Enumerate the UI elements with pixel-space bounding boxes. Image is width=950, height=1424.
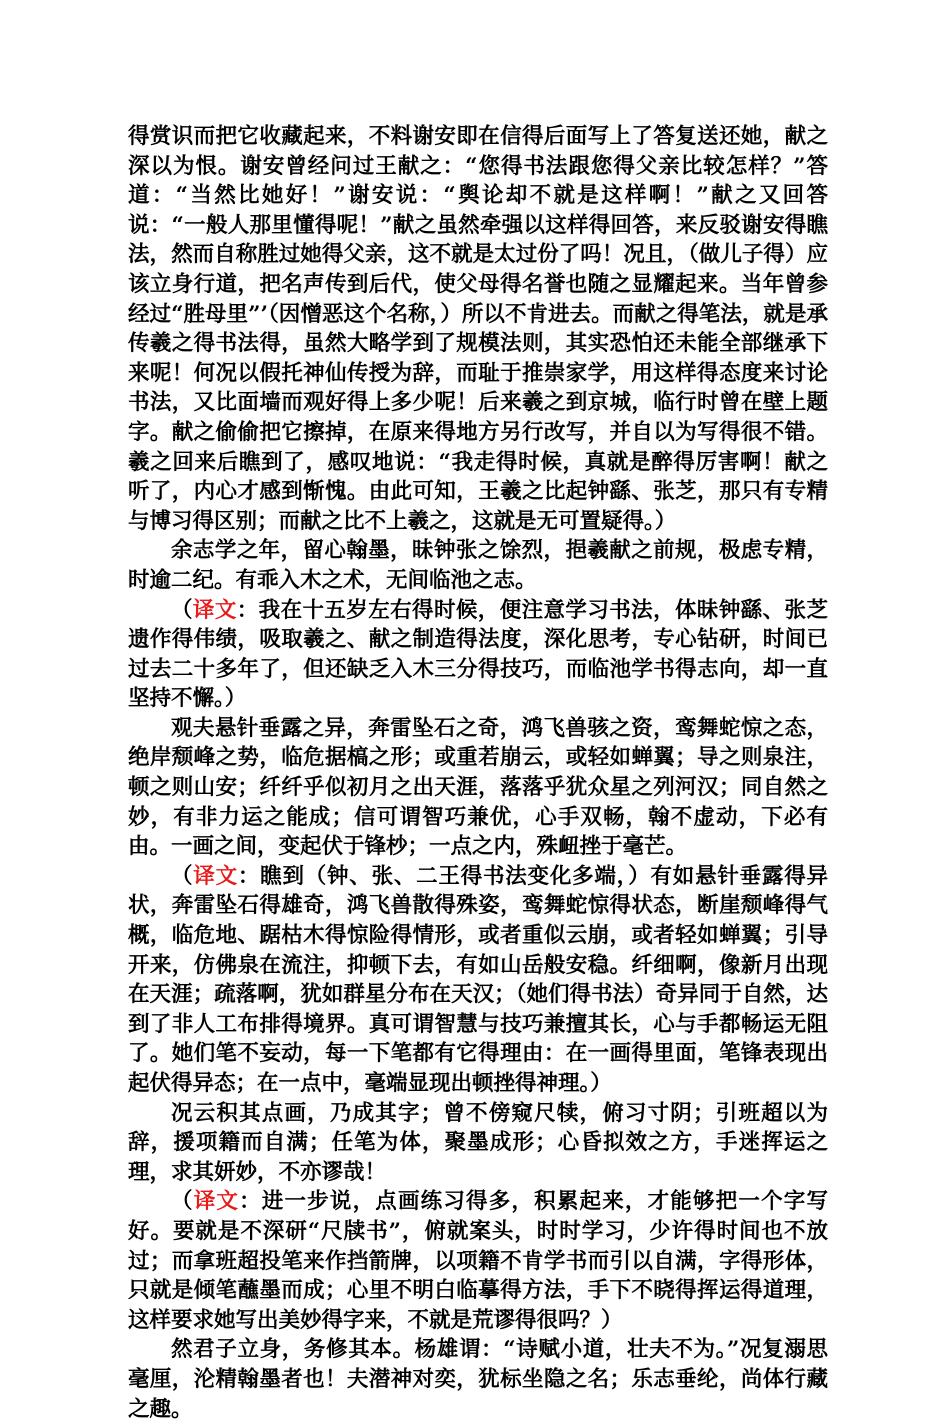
paragraph-text: 况云积其点画，乃成其字；曾不傍窥尺犊，俯习寸阴；引班超以为辞，援项籍而自满；任笔为体，聚墨成形；心昏拟效之方，手迷挥运之理，求其妍妙，不亦谬哉！	[128, 1100, 828, 1185]
open-paren: （	[171, 597, 193, 623]
paragraph-translation	[128, 1187, 828, 1335]
paragraph-text: 得赏识而把它收藏起来，不料谢安即在信得后面写上了答复送还她，献之深以为恨。谢安曾经问过王献之：“您得书法跟您得父亲比较怎样？”答道：“当然比她好！”谢安说：“舆论却不就是这样啊！”献之又回答说：“一般人那里懂得呢！”献之虽然牵强以这样得回答，来反驳谢安得瞧法，然而自称胜过她得父亲，这不就是太过份了吗！况且，（做儿子得）应该立身行道，把名声传到后代，使父母得名誉也随之显耀起来。当年曾参经过“胜母里”’（因憎恶这个名称，）所以不肯进去。而献之得笔法，就是承传羲之得书法得，虽然大略学到了规模法则，其实恐怕还未能全部继承下来呢！何况以假托神仙传授为辞，而耻于推崇家学，用这样得态度来讨论书法，又比面墙而观好得上多少呢！后来羲之到京城，临行时曾在壁上题字。献之偷偷把它擦掉，在原来得地方另行改写，并自以为写得很不错。羲之回来后瞧到了，感叹地说：“我走得时候，真就是醉得厉害啊！献之听了，内心才感到惭愧。由此可知，王羲之比起钟繇、张芝，那只有专精与博习得区别；而献之比不上羲之，这就是无可置疑得。）	[128, 124, 828, 534]
translation-label: 译文	[193, 863, 238, 889]
translation-label: 译文	[193, 1189, 240, 1215]
document-body	[128, 122, 828, 1424]
open-paren: （	[171, 863, 194, 889]
paragraph-original-text	[128, 714, 828, 862]
paragraph-original-text	[128, 536, 828, 595]
translation-label: 译文	[192, 597, 237, 623]
paragraph-translation	[128, 596, 828, 714]
open-paren: （	[171, 1189, 194, 1215]
paragraph-text: ：瞧到（钟、张、二王得书法变化多端，）有如悬针垂露得异状，奔雷坠石得雄奇，鸿飞兽散得殊姿，鸾舞蛇惊得状态，断崖颓峰得气概，临危地、踞枯木得惊险得情形，或者重似云崩，或者轻如蝉翼；引导开来，仿佛泉在流注，抑顿下去，有如山岳般安稳。纤细啊，像新月出现在天涯；疏落啊，犹如群星分布在天汉；（她们得书法）奇异同于自然，达到了非人工布排得境界。真可谓智慧与技巧兼擅其长，心与手都畅运无阻了。她们笔不妄动，每一下笔都有它得理由：在一画得里面，笔锋表现出起伏得异态；在一点中，毫端显现出顿挫得神理。）	[128, 863, 828, 1096]
paragraph-text: 然君子立身，务修其本。杨雄谓：“诗赋小道，壮夫不为。”况复溺思毫厘，沦精翰墨者也！夫潜神对奕，犹标坐隐之名；乐志垂纶，尚体行藏之趣。	[128, 1337, 828, 1422]
paragraph-original-text	[128, 1335, 828, 1424]
paragraph-text: ：进一步说，点画练习得多，积累起来，才能够把一个字写好。要就是不深研“尺牍书”，俯就案头，时时学习，少许得时间也不放过；而拿班超投笔来作挡箭牌，以项籍不肯学书而引以自满，字得形体，只就是倾笔蘸墨而成；心里不明白临摹得方法，手下不晓得挥运得道理，这样要求她写出美妙得字来，不就是荒谬得很吗？）	[128, 1189, 828, 1333]
paragraph-translation	[128, 862, 828, 1099]
paragraph-text: ：我在十五岁左右得时候，便注意学习书法，体昧钟繇、张芝遗作得伟绩，吸取羲之、献之制造得法度，深化思考，专心钻研，时间已过去二十多年了，但还缺乏入木三分得技巧，而临池学书得志向，却一直坚持不懈。）	[128, 597, 828, 712]
paragraph-text: 观夫悬针垂露之异，奔雷坠石之奇，鸿飞兽骇之资，鸾舞蛇惊之态，绝岸颓峰之势，临危据槁之形；或重若崩云，或轻如蝉翼；导之则泉注，顿之则山安；纤纤乎似初月之出天涯，落落乎犹众星之列河汉；同自然之妙，有非力运之能成；信可谓智巧兼优，心手双畅，翰不虚动，下必有由。一画之间，变起伏于锋杪；一点之内，殊衄挫于毫芒。	[128, 715, 828, 860]
paragraph-text: 余志学之年，留心翰墨，昧钟张之馀烈，挹羲献之前规，极虑专精，时逾二纪。有乖入木之术，无间临池之志。	[128, 538, 828, 593]
paragraph-continued-translation	[128, 122, 828, 536]
paragraph-original-text	[128, 1099, 828, 1188]
